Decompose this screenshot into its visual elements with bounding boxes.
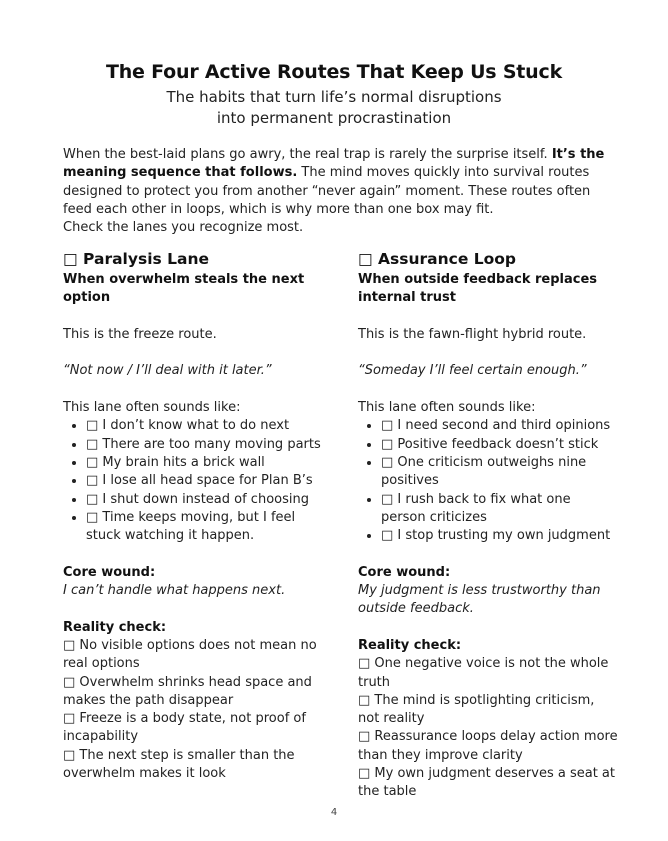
- intro-instruction: Check the lanes you recognize most.: [63, 220, 304, 236]
- sounds-item[interactable]: • □ My brain hits a brick wall: [86, 454, 333, 472]
- sounds-item[interactable]: • □ Positive feedback doesn’t stick: [381, 436, 618, 454]
- reality-check-item[interactable]: □ Overwhelm shrinks head space and makes the path disappear: [63, 674, 312, 708]
- sounds-item[interactable]: • □ I stop trusting my own judgment: [381, 527, 618, 545]
- lane-assurance: [358, 249, 618, 802]
- core-wound-label: Core wound:: [358, 564, 451, 580]
- reality-check-label: Reality check:: [63, 619, 167, 635]
- page-subtitle: The habits that turn life’s normal disruptions into permanent procrastination: [166, 88, 502, 127]
- lane-title[interactable]: □ Paralysis Lane: [63, 250, 210, 268]
- sounds-item[interactable]: • □ I shut down instead of choosing: [86, 491, 333, 509]
- sounds-list: [358, 417, 618, 545]
- intro-paragraph: [63, 146, 613, 237]
- lane-route: This is the fawn-flight hybrid route.: [358, 326, 587, 342]
- sounds-list: [63, 417, 333, 545]
- reality-check-item[interactable]: □ My own judgment deserves a seat at the table: [358, 766, 615, 800]
- lane-quote: “Not now / I’ll deal with it later.”: [63, 363, 272, 379]
- lane-paralysis: [63, 249, 333, 783]
- page-number: 4: [330, 807, 338, 818]
- core-wound-text: My judgment is less trustworthy than outside feedback.: [358, 583, 601, 617]
- reality-check-item[interactable]: □ The next step is smaller than the overwhelm makes it look: [63, 747, 295, 782]
- lane-route: This is the freeze route.: [63, 326, 217, 342]
- sounds-item[interactable]: • □ There are too many moving parts: [86, 436, 333, 454]
- sounds-label: This lane often sounds like:: [358, 400, 536, 416]
- sounds-item[interactable]: • □ I don’t know what to do next: [86, 417, 333, 435]
- lane-subtitle: When outside feedback replaces internal trust: [358, 272, 598, 306]
- reality-check-item[interactable]: □ The mind is spotlighting criticism, not reality: [358, 692, 595, 727]
- reality-check-item[interactable]: □ One negative voice is not the whole truth: [358, 656, 609, 690]
- reality-check-label: Reality check:: [358, 637, 462, 653]
- sounds-item[interactable]: • □ One criticism outweighs nine positives: [381, 454, 618, 491]
- lane-title[interactable]: □ Assurance Loop: [358, 250, 517, 268]
- sounds-item[interactable]: • □ I lose all head space for Plan B’s: [86, 472, 333, 490]
- intro-text-2: The mind moves quickly into survival routes designed to protect you from another “never again” moment. These routes often feed each other in loops, which is why more than one box may fit.: [63, 165, 591, 217]
- page-title: The Four Active Routes That Keep Us Stuck: [105, 61, 563, 83]
- core-wound-text: I can’t handle what happens next.: [63, 583, 286, 599]
- reality-check-item[interactable]: □ Reassurance loops delay action more than they improve clarity: [358, 729, 618, 763]
- lane-subtitle: When overwhelm steals the next option: [63, 272, 305, 306]
- sounds-item[interactable]: • □ I need second and third opinions: [381, 417, 618, 435]
- core-wound-label: Core wound:: [63, 564, 156, 580]
- intro-text-1: When the best-laid plans go awry, the real trap is rarely the surprise itself.: [63, 147, 552, 162]
- lane-quote: “Someday I’ll feel certain enough.”: [358, 363, 587, 379]
- reality-check-item[interactable]: □ No visible options does not mean no real options: [63, 637, 317, 672]
- intro-bold: It’s the meaning sequence that follows.: [63, 147, 605, 181]
- sounds-item[interactable]: • □ Time keeps moving, but I feel stuck watching it happen.: [86, 509, 333, 546]
- reality-check-item[interactable]: □ Freeze is a body state, not proof of incapability: [63, 711, 306, 745]
- sounds-label: This lane often sounds like:: [63, 400, 241, 416]
- sounds-item[interactable]: • □ I rush back to fix what one person criticizes: [381, 491, 618, 528]
